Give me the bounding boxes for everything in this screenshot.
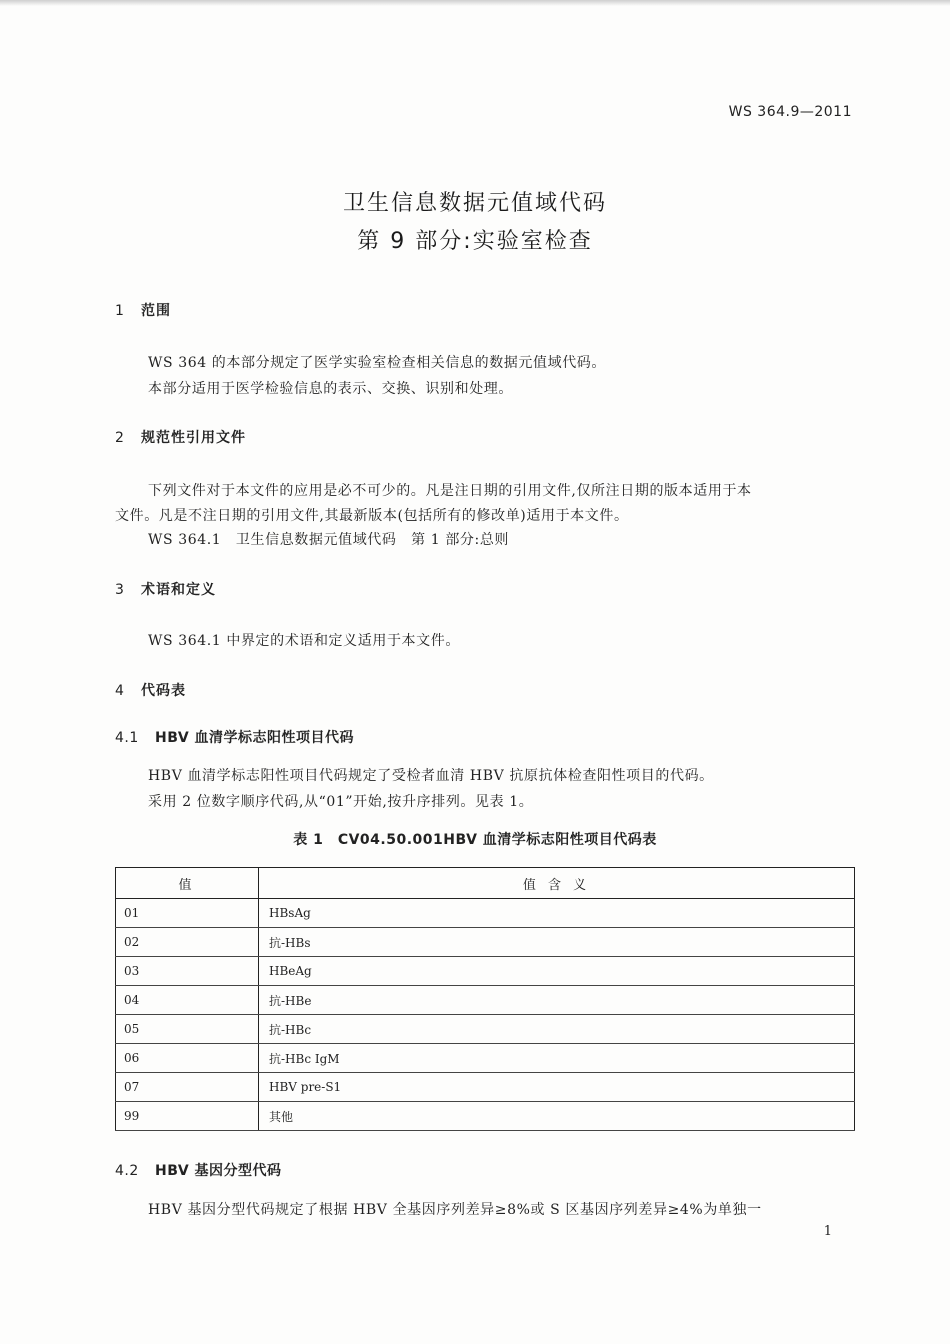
meaning-cell: HBeAg: [259, 957, 855, 986]
section-title: HBV 基因分型代码: [155, 1163, 282, 1179]
meaning-cell: HBsAg: [259, 899, 855, 928]
paragraph: 采用 2 位数字顺序代码,从“01”开始,按升序排列。见表 1。: [148, 794, 534, 810]
paragraph: 文件。凡是不注日期的引用文件,其最新版本(包括所有的修改单)适用于本文件。: [115, 508, 629, 524]
section-title: 规范性引用文件: [141, 430, 246, 446]
meaning-cell: HBV pre-S1: [259, 1073, 855, 1102]
table-row: [116, 928, 855, 957]
code-cell: 04: [116, 986, 259, 1015]
code-cell: 02: [116, 928, 259, 957]
meaning-cell: 抗-HBc IgM: [259, 1044, 855, 1073]
paragraph: WS 364 的本部分规定了医学实验室检查相关信息的数据元值域代码。: [148, 355, 607, 371]
paragraph: 本部分适用于医学检验信息的表示、交换、识别和处理。: [148, 381, 513, 397]
table-header-row: [116, 868, 855, 899]
document-subtitle: 第 9 部分:实验室检查: [357, 229, 593, 254]
section-1-heading: [115, 300, 171, 320]
standard-number: WS 364.9—2011: [728, 104, 852, 120]
code-cell: 99: [116, 1102, 259, 1131]
section-title: 术语和定义: [141, 582, 216, 598]
column-header-meaning: 值 含 义: [259, 868, 855, 899]
code-cell: 07: [116, 1073, 259, 1102]
column-header-value: 值: [116, 868, 259, 899]
table-row: [116, 986, 855, 1015]
paragraph: HBV 基因分型代码规定了根据 HBV 全基因序列差异≥8%或 S 区基因序列差异≥4%为单独一: [148, 1202, 762, 1218]
section-4-2-heading: [115, 1160, 282, 1180]
table-caption: 表 1 CV04.50.001HBV 血清学标志阳性项目代码表: [293, 832, 657, 848]
table-row: [116, 899, 855, 928]
section-number: 1: [115, 303, 125, 319]
section-2-heading: [115, 427, 246, 447]
section-4-heading: [115, 680, 186, 700]
meaning-cell: 其他: [259, 1102, 855, 1131]
code-cell: 06: [116, 1044, 259, 1073]
code-cell: 03: [116, 957, 259, 986]
section-number: 3: [115, 582, 125, 598]
section-title: 范围: [141, 303, 171, 319]
scan-edge-shadow: [0, 0, 950, 6]
section-title: 代码表: [141, 683, 186, 699]
table-row: [116, 1073, 855, 1102]
section-4-1-heading: [115, 727, 354, 747]
meaning-cell: 抗-HBe: [259, 986, 855, 1015]
table-row: [116, 957, 855, 986]
section-title: HBV 血清学标志阳性项目代码: [155, 730, 355, 746]
code-table: [115, 867, 855, 1131]
code-cell: 05: [116, 1015, 259, 1044]
code-cell: 01: [116, 899, 259, 928]
meaning-cell: 抗-HBs: [259, 928, 855, 957]
table-row: [116, 1102, 855, 1131]
table-row: [116, 1015, 855, 1044]
paragraph: 下列文件对于本文件的应用是必不可少的。凡是注日期的引用文件,仅所注日期的版本适用于本: [148, 483, 752, 499]
section-number: 4: [115, 683, 125, 699]
meaning-cell: 抗-HBc: [259, 1015, 855, 1044]
paragraph: WS 364.1 中界定的术语和定义适用于本文件。: [148, 633, 460, 649]
normative-reference: WS 364.1 卫生信息数据元值域代码 第 1 部分:总则: [148, 532, 510, 548]
section-number: 4.2: [115, 1163, 139, 1179]
section-number: 4.1: [115, 730, 139, 746]
section-3-heading: [115, 579, 216, 599]
document-title: 卫生信息数据元值域代码: [342, 191, 607, 216]
table-row: [116, 1044, 855, 1073]
paragraph: HBV 血清学标志阳性项目代码规定了受检者血清 HBV 抗原抗体检查阳性项目的代码。: [148, 768, 714, 784]
section-number: 2: [115, 430, 125, 446]
page-number: 1: [823, 1224, 832, 1239]
